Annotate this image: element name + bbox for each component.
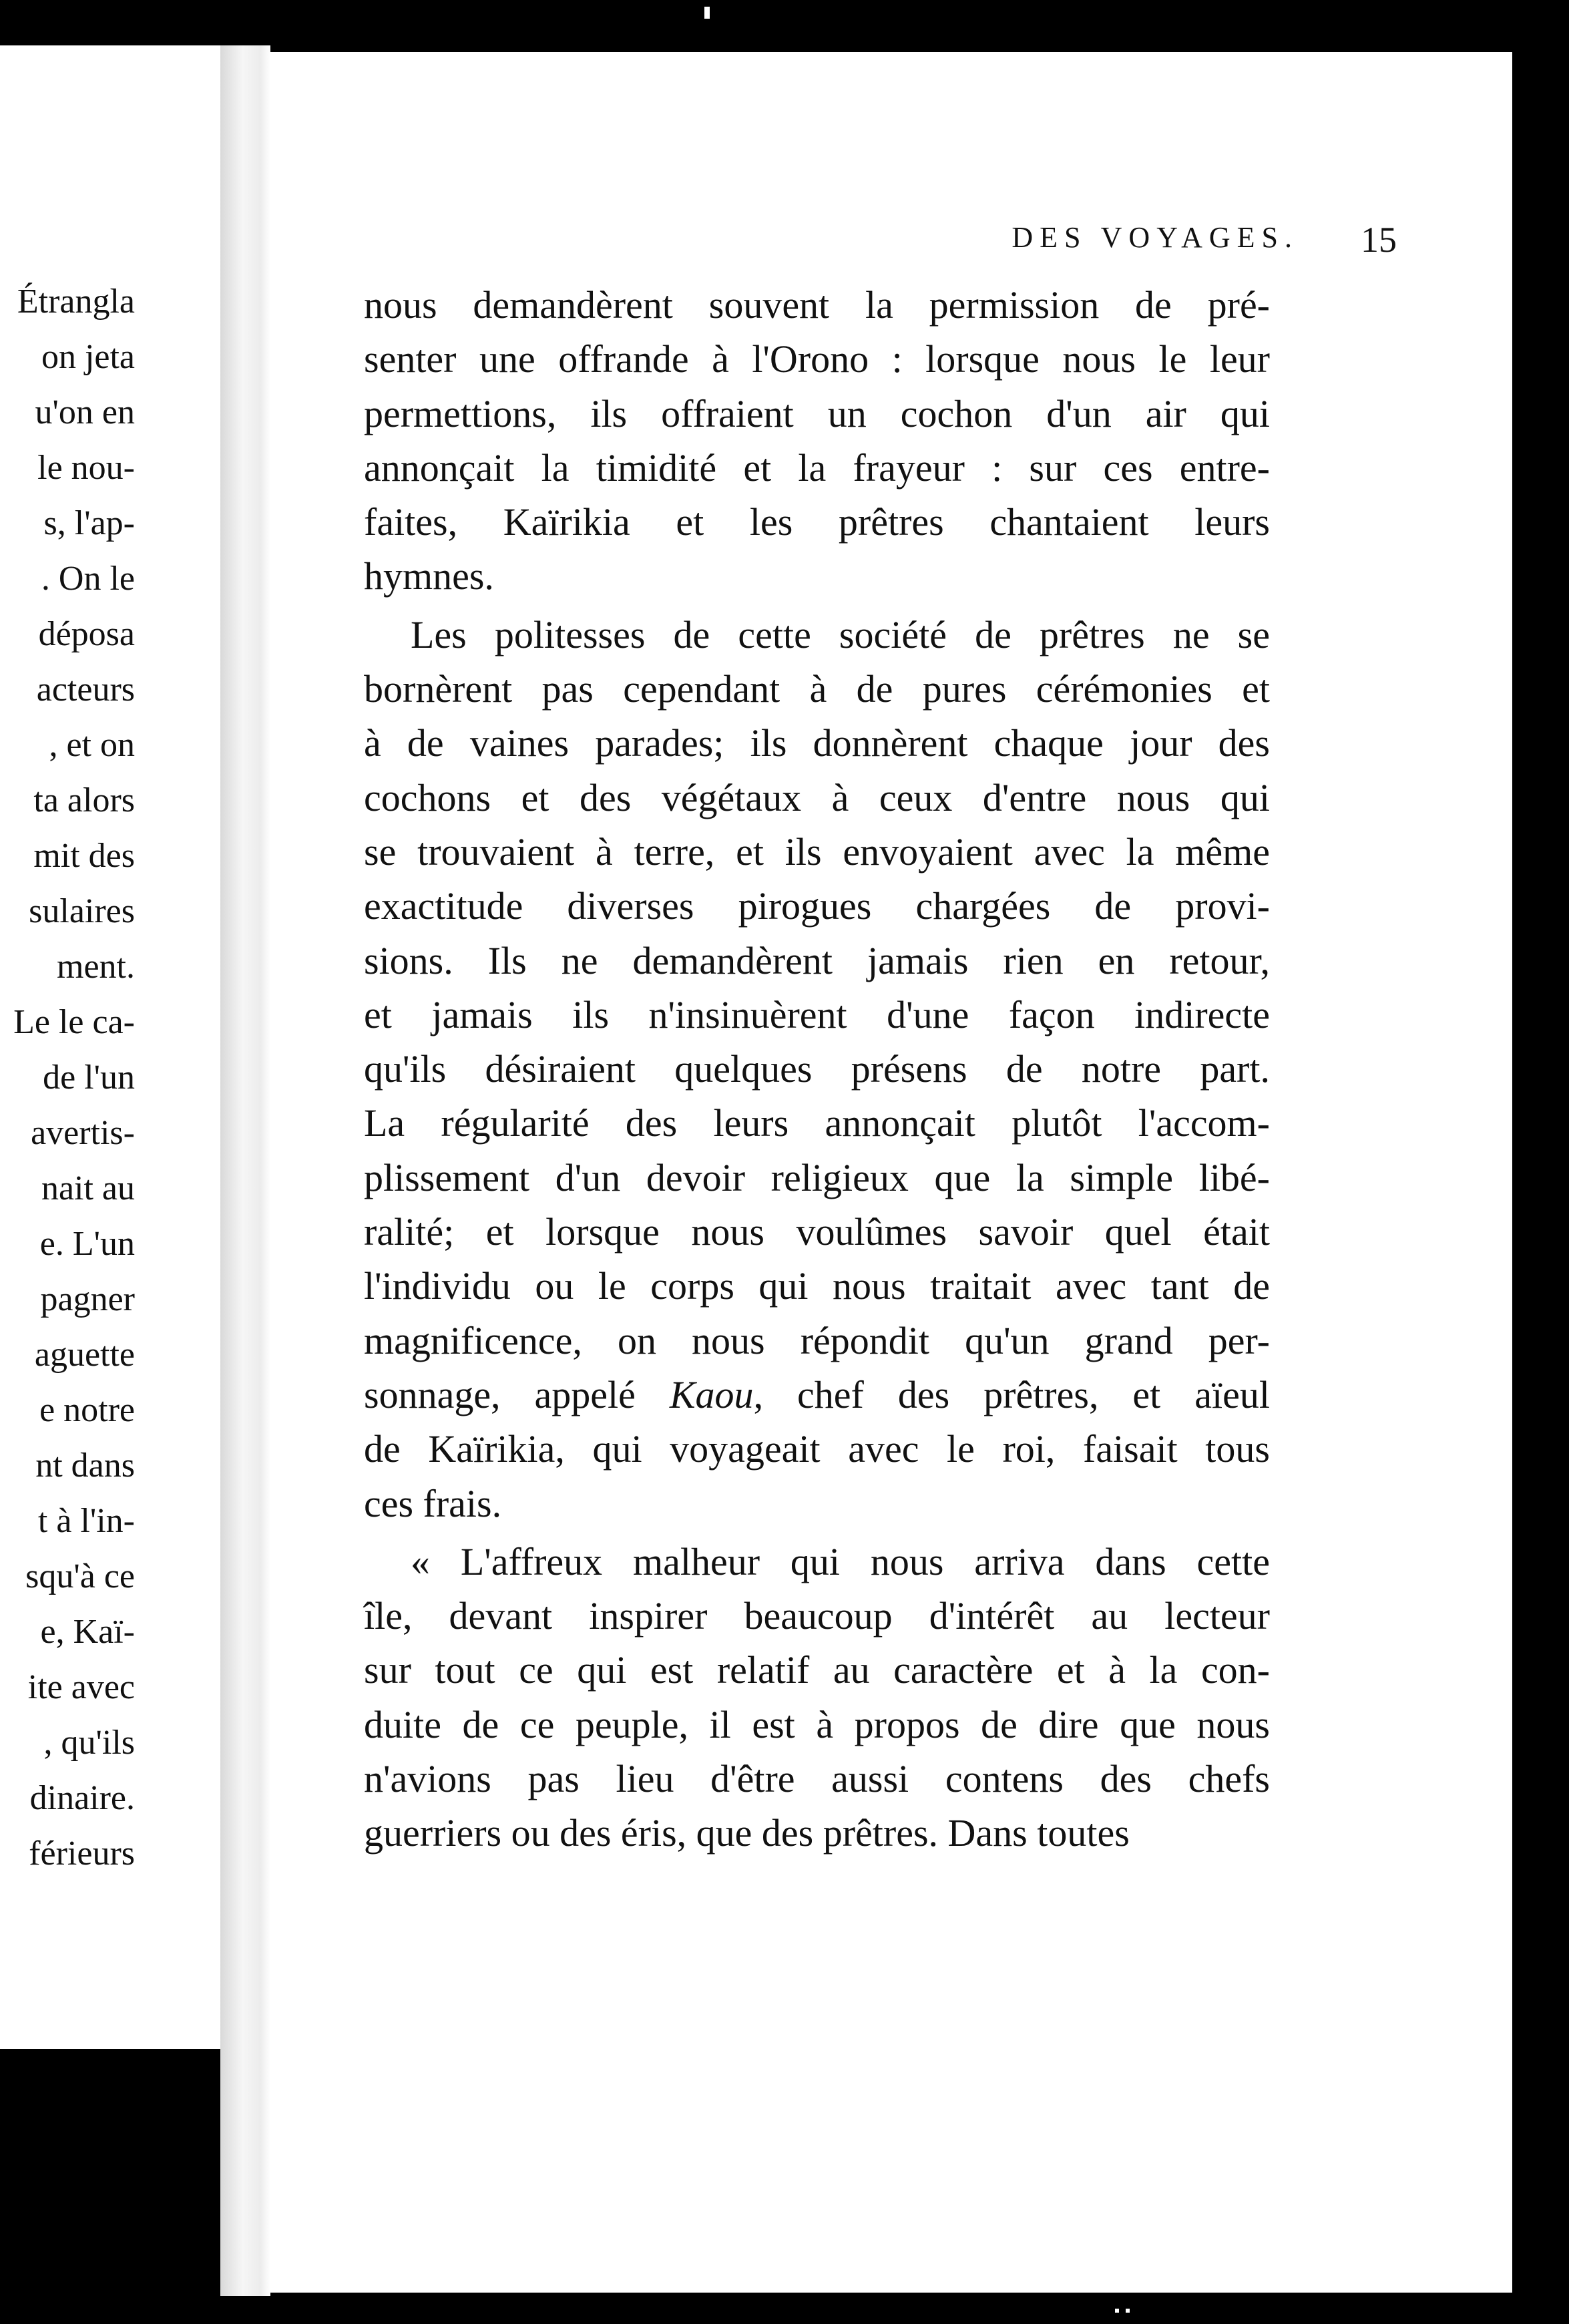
text-line: n'avions pas lieu d'être aussi contens des chefs: [364, 1757, 1270, 1801]
left-page-line: , et on: [49, 726, 135, 764]
text-line: à de vaines parades; ils donnèrent chaque jour des: [364, 721, 1270, 765]
left-page-line: on jeta: [41, 338, 135, 376]
left-page-line: u'on en: [35, 393, 135, 431]
text-line: de Kaïrikia, qui voyageait avec le roi, faisait tous: [364, 1427, 1270, 1471]
scan-border: [1552, 45, 1569, 2296]
page-number: 15: [1361, 220, 1397, 260]
left-page-line: le nou-: [37, 449, 135, 487]
text-line: cochons et des végétaux à ceux d'entre nous qui: [364, 775, 1270, 819]
left-page-line: ment.: [57, 948, 135, 986]
right-page: [270, 52, 1512, 2293]
running-head: DES VOYAGES.: [1012, 221, 1299, 254]
text-line: annonçait la timidité et la frayeur : sur ces entre-: [364, 445, 1270, 490]
left-page-line: aguette: [34, 1336, 135, 1374]
scan-artifact-mark: [704, 7, 710, 19]
text-line: exactitude diverses pirogues chargées de provi-: [364, 884, 1270, 928]
left-page-line: mit des: [33, 837, 135, 875]
left-page-line: déposa: [38, 615, 135, 653]
left-page-line: s, l'ap-: [43, 504, 135, 542]
text-line: nous demandèrent souvent la permission de pré-: [364, 283, 1270, 327]
left-page-line: dinaire.: [29, 1779, 135, 1817]
text-line: Les politesses de cette société de prêtres ne se: [411, 612, 1270, 656]
left-page-line: ta alors: [33, 781, 135, 819]
scan-artifact-dots: [1115, 2304, 1142, 2311]
left-page-line: avertis-: [31, 1114, 135, 1152]
text-line: ces frais.: [364, 1481, 502, 1525]
book-gutter: [220, 45, 270, 2296]
text-line: La régularité des leurs annonçait plutôt l'accom-: [364, 1101, 1270, 1145]
left-page-line: Étrangla: [17, 282, 135, 321]
left-page-line: nait au: [41, 1169, 135, 1207]
left-page-line: e, Kaï-: [40, 1613, 135, 1651]
text-line: sions. Ils ne demandèrent jamais rien en retour,: [364, 938, 1270, 982]
text-line: duite de ce peuple, il est à propos de dire que nous: [364, 1702, 1270, 1746]
left-page-line: nt dans: [35, 1446, 135, 1485]
text-line: qu'ils désiraient quelques présens de notre part.: [364, 1047, 1270, 1091]
body-text: [364, 278, 1270, 1861]
text-line: sur tout ce qui est relatif au caractère et à la con-: [364, 1648, 1270, 1692]
text-line: sonnage, appelé Kaou, chef des prêtres, et aïeul: [364, 1372, 1270, 1416]
left-page-line: squ'à ce: [25, 1557, 135, 1595]
left-page-line: e notre: [39, 1391, 135, 1429]
text-line: permettions, ils offraient un cochon d'un air qui: [364, 391, 1270, 435]
paragraph: [364, 278, 1270, 604]
text-line: plissement d'un devoir religieux que la simple libé-: [364, 1155, 1270, 1199]
text-line: hymnes.: [364, 554, 494, 598]
left-page-line: t à l'in-: [37, 1502, 135, 1540]
text-line: se trouvaient à terre, et ils envoyaient avec la même: [364, 829, 1270, 874]
left-page-line: , qu'ils: [43, 1724, 135, 1762]
left-page-line: sulaires: [29, 892, 135, 930]
left-page-line: pagner: [40, 1280, 135, 1318]
text-line: faites, Kaïrikia et les prêtres chantaient leurs: [364, 500, 1270, 544]
text-line: bornèrent pas cependant à de pures cérémonies et: [364, 667, 1270, 711]
left-page-text: [13, 45, 135, 1881]
left-page-line: . On le: [41, 560, 135, 598]
text-line: île, devant inspirer beaucoup d'intérêt au lecteur: [364, 1594, 1270, 1638]
text-line: senter une offrande à l'Orono : lorsque nous le leur: [364, 337, 1270, 381]
text-line: « L'affreux malheur qui nous arriva dans cette: [411, 1539, 1270, 1583]
left-page-line: férieurs: [29, 1834, 135, 1873]
text-line: l'individu ou le corps qui nous traitait avec tant de: [364, 1264, 1270, 1308]
left-page-line: ite avec: [27, 1668, 135, 1706]
left-page-line: Le le ca-: [13, 1003, 135, 1041]
left-page: [0, 45, 220, 2049]
paragraph: [364, 1535, 1270, 1861]
text-line: et jamais ils n'insinuèrent d'une façon indirecte: [364, 992, 1270, 1036]
paragraph: [364, 608, 1270, 1531]
text-line: ralité; et lorsque nous voulûmes savoir quel était: [364, 1210, 1270, 1254]
left-page-line: de l'un: [43, 1058, 135, 1097]
text-line: guerriers ou des éris, que des prêtres. Dans toutes: [364, 1811, 1130, 1855]
left-page-line: acteurs: [36, 670, 135, 709]
text-line: magnificence, on nous répondit qu'un grand per-: [364, 1318, 1270, 1362]
left-page-line: e. L'un: [39, 1225, 135, 1263]
